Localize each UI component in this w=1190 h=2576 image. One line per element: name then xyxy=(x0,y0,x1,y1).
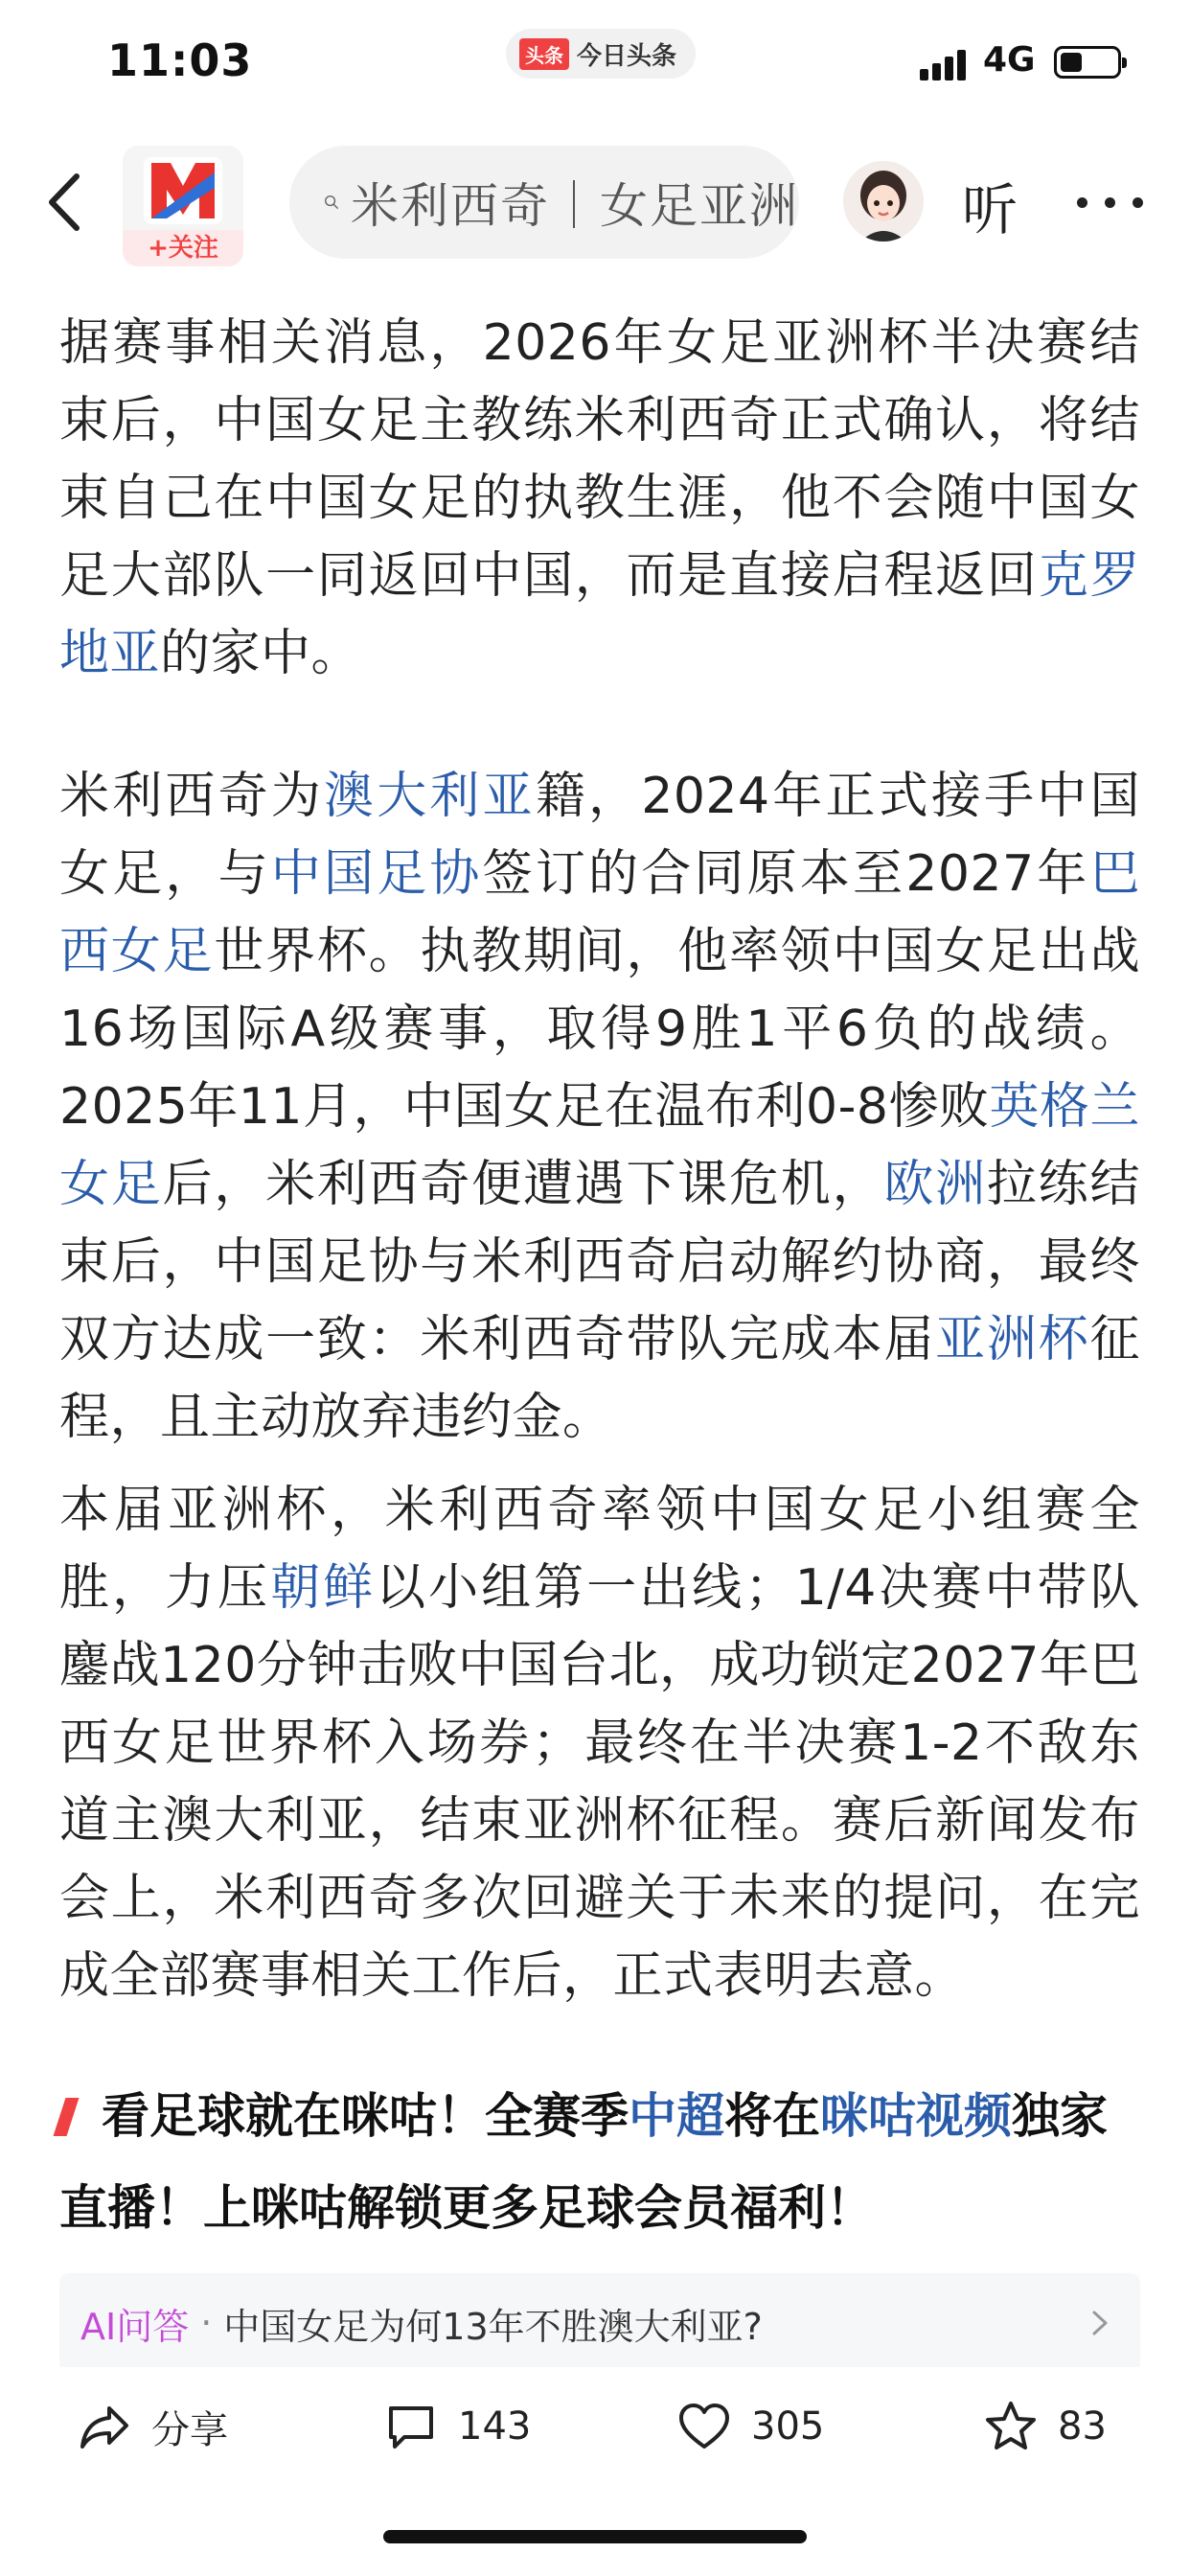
ai-qa-question: 中国女足为何13年不胜澳大利亚? xyxy=(223,2305,763,2348)
keyword-link[interactable]: 克罗地亚 xyxy=(59,547,1140,682)
text-run: 米利西奇为 xyxy=(59,768,325,825)
keyword-link[interactable]: 巴西女足 xyxy=(59,845,1140,980)
back-button[interactable] xyxy=(38,169,102,236)
ai-qa-separator: · xyxy=(200,2302,213,2344)
author-account-avatar[interactable] xyxy=(123,146,243,266)
chevron-right-icon xyxy=(1088,2310,1111,2336)
source-app-pill[interactable] xyxy=(506,29,696,79)
article-nav-bar xyxy=(0,134,1190,268)
heart-icon xyxy=(676,2399,732,2454)
more-options-icon[interactable] xyxy=(1077,197,1144,209)
search-icon xyxy=(324,180,339,224)
text-run: 征程，且主动放弃违约金。 xyxy=(59,1311,1140,1446)
bottom-action-bar xyxy=(0,2367,1190,2492)
keyword-link[interactable]: 欧洲 xyxy=(883,1156,987,1213)
reader-avatar-button[interactable] xyxy=(843,161,924,242)
favorite-button[interactable] xyxy=(983,2396,1107,2457)
share-icon xyxy=(77,2399,132,2454)
keyword-link[interactable]: 朝鲜 xyxy=(270,1559,377,1617)
search-input[interactable] xyxy=(289,146,799,259)
network-type: 4G xyxy=(983,40,1036,80)
cellular-signal-icon xyxy=(920,48,968,80)
text-run: 籍，2024年正式接手中国女足，与 xyxy=(59,768,1140,903)
battery-icon xyxy=(1054,46,1121,79)
star-icon xyxy=(983,2399,1039,2454)
cartoon-avatar-icon xyxy=(843,161,924,242)
article-paragraph-2 xyxy=(59,758,1140,1457)
home-indicator xyxy=(383,2530,807,2543)
favorite-count: 83 xyxy=(1058,2404,1107,2449)
source-app-name: 今日头条 xyxy=(577,41,677,71)
article-body xyxy=(59,305,1140,2015)
text-run: 本届亚洲杯，米利西奇率领中国女足小组赛全胜，力压 xyxy=(59,1482,1140,1617)
text-run: 拉练结束后，中国足协与米利西奇启动解约协商，最终双方达成一致：米利西奇带队完成本届 xyxy=(59,1156,1140,1368)
text-run: 看足球就在咪咕！全赛季 xyxy=(102,2088,629,2144)
keyword-link[interactable]: 中超 xyxy=(629,2088,724,2144)
follow-button[interactable]: +关注 xyxy=(123,230,243,266)
status-bar xyxy=(0,0,1190,134)
status-time: 11:03 xyxy=(107,34,253,86)
toutiao-logo-icon: 头条 xyxy=(519,38,569,70)
text-run: 以小组第一出线；1/4决赛中带队鏖战120分钟击败中国台北，成功锁定2027年巴西女足世界杯入场券；最终在半决赛1-2不敌东道主澳大利亚，结束亚洲杯征程。赛后新闻发布会上，米利西奇多次回避关于未来的提问，在完成全部赛事相关工作后，正式表明去意。 xyxy=(59,1559,1140,2005)
chevron-left-icon xyxy=(38,169,102,236)
keyword-link[interactable]: 澳大利亚 xyxy=(324,768,536,825)
search-query-text: 米利西奇｜女足亚洲 xyxy=(351,178,799,234)
article-paragraph-1 xyxy=(59,305,1140,693)
ai-qa-card[interactable] xyxy=(59,2273,1140,2373)
text-run: 签订的合同原本至2027年 xyxy=(482,845,1090,903)
keyword-link[interactable]: 亚洲杯 xyxy=(935,1311,1090,1368)
red-slash-icon xyxy=(54,2098,80,2136)
text-run: 的家中。 xyxy=(160,625,362,682)
keyword-link[interactable]: 英格兰女足 xyxy=(59,1078,1140,1213)
text-run: 将在 xyxy=(724,2088,820,2144)
text-run: 后，米利西奇便遭遇下课危机， xyxy=(162,1156,884,1213)
comment-button[interactable] xyxy=(383,2396,531,2457)
listen-button[interactable]: 听 xyxy=(962,177,1018,242)
keyword-link[interactable]: 咪咕视频 xyxy=(820,2088,1012,2144)
article-paragraph-3 xyxy=(59,1472,1140,2015)
share-label: 分享 xyxy=(151,2407,228,2452)
text-run: 据赛事相关消息，2026年女足亚洲杯半决赛结束后，中国女足主教练米利西奇正式确认，将结束自己在中国女足的执教生涯，他不会随中国女足大部队一同返回中国，而是直接启程返回 xyxy=(59,314,1140,605)
promo-banner xyxy=(59,2070,1140,2254)
keyword-link[interactable]: 中国足协 xyxy=(270,845,483,903)
author-logo-icon xyxy=(123,146,243,230)
ai-qa-tag: AI问答 xyxy=(80,2305,190,2348)
comment-count: 143 xyxy=(458,2404,532,2449)
promo-text xyxy=(59,2088,1108,2236)
share-button[interactable] xyxy=(77,2396,228,2457)
text-run: 世界杯。执教期间，他率领中国女足出战16场国际A级赛事，取得9胜1平6负的战绩。2025年11月，中国女足在温布利0-8惨败 xyxy=(59,923,1140,1136)
like-button[interactable] xyxy=(676,2396,824,2457)
like-count: 305 xyxy=(751,2404,825,2449)
comment-icon xyxy=(383,2399,439,2454)
text-run: 独家直播！上咪咕解锁更多足球会员福利！ xyxy=(59,2088,1108,2236)
